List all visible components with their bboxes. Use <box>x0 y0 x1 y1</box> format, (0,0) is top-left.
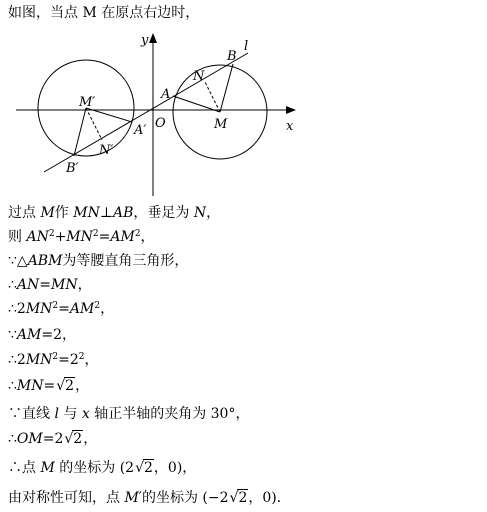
label-A: A <box>161 87 171 102</box>
label-x: x <box>286 119 294 134</box>
sqrt-2: √2 <box>56 378 75 394</box>
solution-line-2: 则 $AN^2+MN^2=AM^2$， <box>8 229 155 245</box>
label-M-prime: M′ <box>79 95 96 110</box>
sqrt-2: √2 <box>229 490 248 506</box>
sqrt-2: √2 <box>64 431 83 447</box>
label-M: M <box>214 117 228 132</box>
segment-BM <box>220 64 233 112</box>
label-y: y <box>141 33 149 48</box>
sqrt-2: √2 <box>135 460 153 476</box>
geometry-figure <box>0 26 487 202</box>
solution-line-1: 过点 M作 MN⊥AB，垂足为 N， <box>8 205 221 221</box>
intro-text: 如图，当点 M 在原点右边时， <box>8 5 200 21</box>
label-l: l <box>244 39 249 54</box>
y-axis-arrow <box>149 33 157 43</box>
solution-line-4: ∴AN=MN， <box>8 277 92 293</box>
solution-line-12: 由对称性可知，点 M′的坐标为 (−2√2，0)． <box>8 490 291 506</box>
solution-line-3: ∵△ABM为等腰直角三角形， <box>8 253 189 269</box>
label-O: O <box>155 116 166 131</box>
solution-line-9: ∵直线 l 与 x 轴正半轴的夹角为 30°， <box>8 406 250 422</box>
solution-line-5: $\therefore 2MN^2=AM^2$， <box>8 301 115 317</box>
solution-line-10: ∴OM=2√2， <box>8 431 98 447</box>
x-axis-arrow <box>286 106 296 114</box>
solution-line-8: ∴MN=√2， <box>8 378 90 394</box>
label-N-prime: N′ <box>99 143 114 158</box>
solution-line-11: ∴点 M 的坐标为 (2√2，0)， <box>8 460 197 476</box>
segment-M-prime-N-prime <box>86 108 102 140</box>
solution-line-7: $\therefore 2MN^2=2^2$， <box>8 352 99 368</box>
label-B-prime: B′ <box>66 161 79 176</box>
solution-line-6: ∵AM=2， <box>8 327 77 343</box>
label-B: B <box>227 49 237 64</box>
label-A-prime: A′ <box>134 123 147 138</box>
label-N: N <box>193 69 205 84</box>
